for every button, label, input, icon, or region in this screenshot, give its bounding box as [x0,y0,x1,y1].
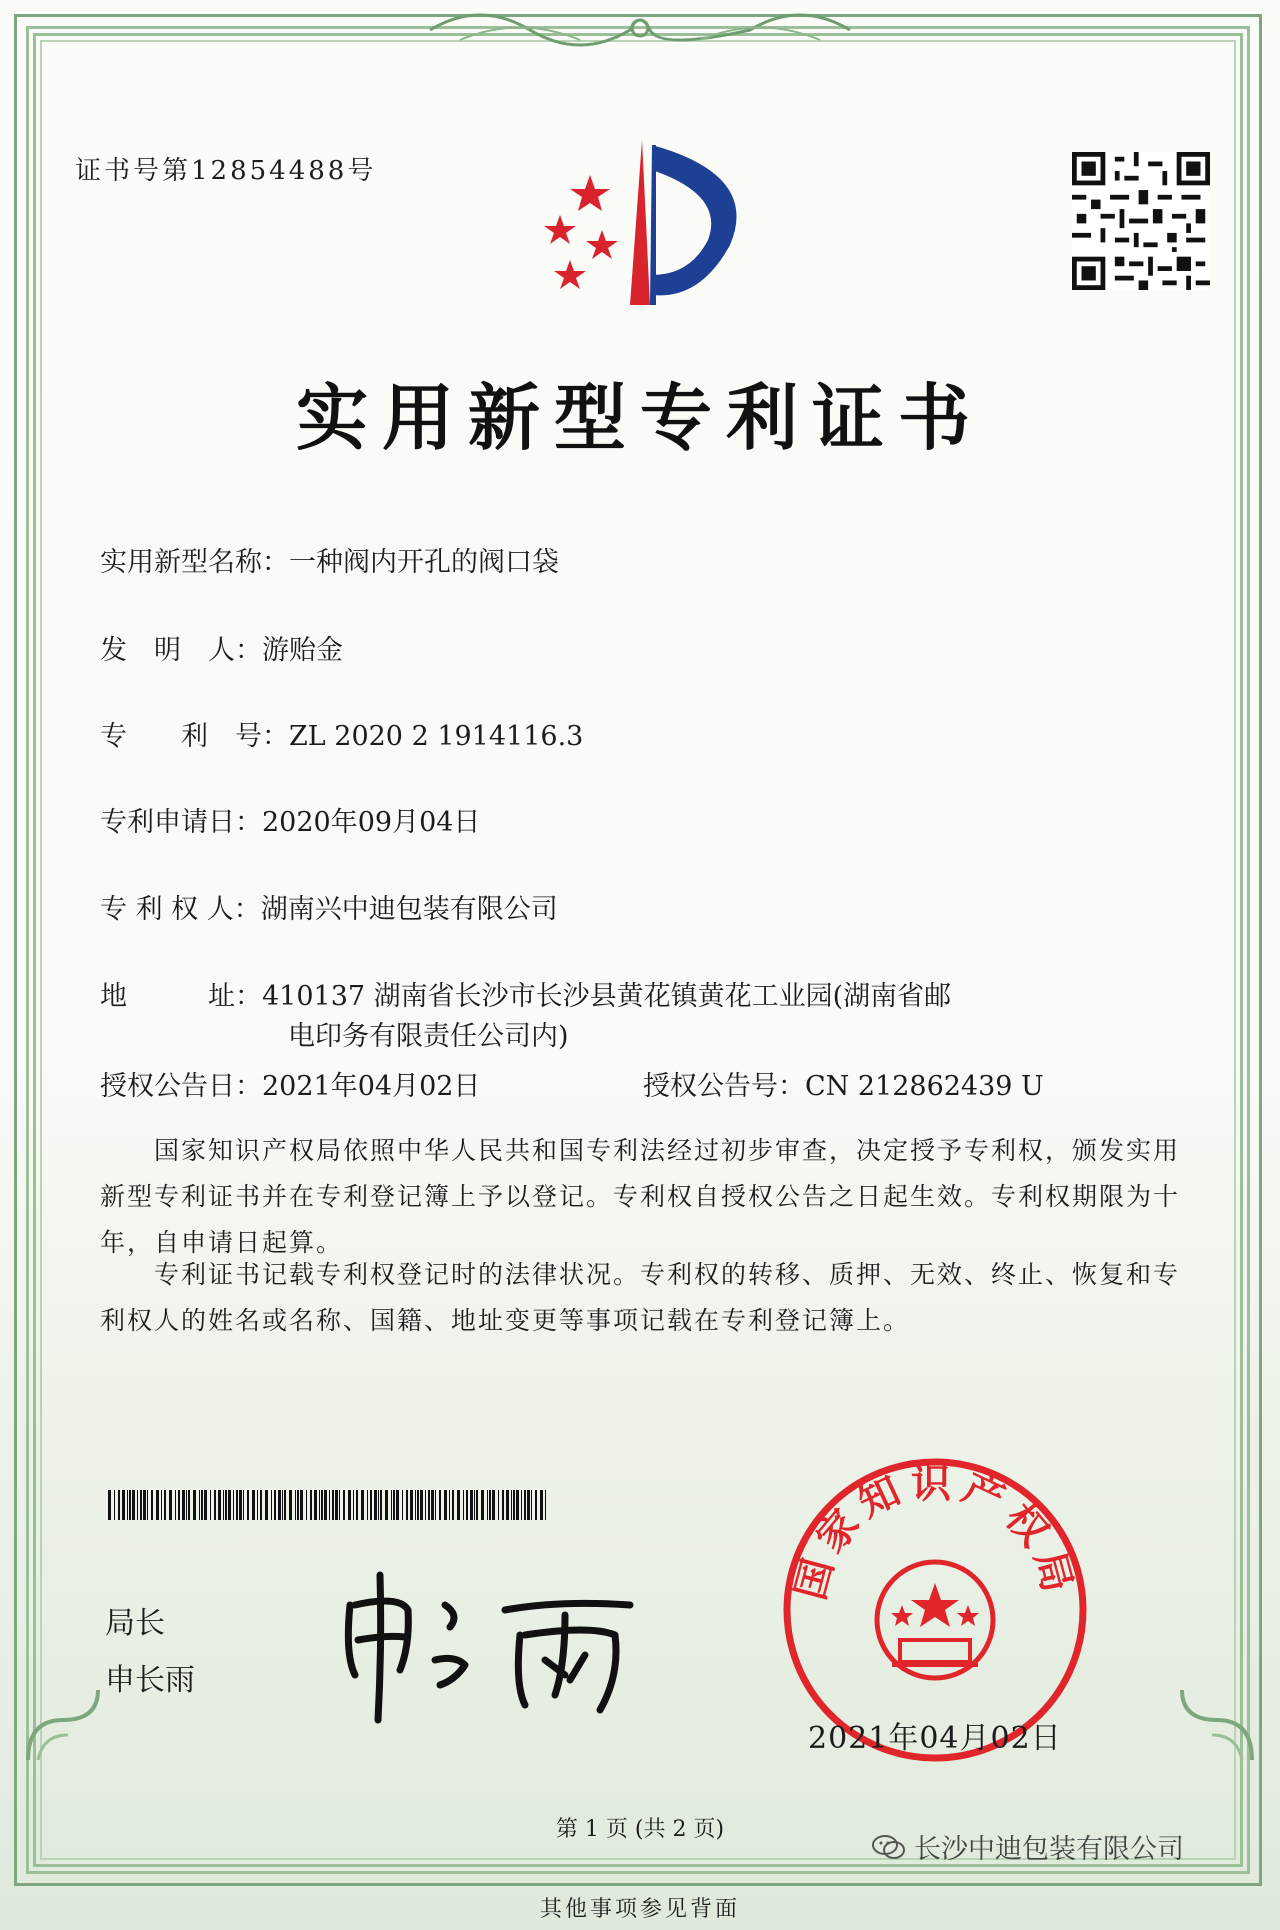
paragraph-grant-statement [100,1128,1180,1174]
field-value: 2020年09月04日 [262,807,481,838]
field-label: 专利申请日： [100,807,262,838]
field-grant-date [100,1064,480,1103]
field-value: 游贻金 [262,635,343,666]
watermark [872,1827,1184,1866]
field-grant-number [643,1064,1044,1103]
paragraph-line: 国家知识产权局依照中华人民共和国专利法经过初步审查，决定授予专利权，颁发实用 [154,1136,1181,1165]
top-ornament-icon [420,0,860,60]
field-label: 发 明 人： [100,635,262,666]
field-value: ZL 2020 2 1914116.3 [289,721,584,752]
field-filing-date [100,800,480,839]
barcode-icon [108,1490,548,1520]
director-name: 申长雨 [105,1663,195,1698]
field-patentee [100,887,558,926]
field-label: 授权公告日： [100,1071,262,1102]
paragraph-line: 利权人的姓名或名称、国籍、地址变更等事项记载在专利登记簿上。 [100,1306,911,1335]
field-value: CN 212862439 U [805,1071,1044,1102]
certificate-title: 实用新型专利证书 [295,375,984,460]
watermark-text: 长沙中迪包装有限公司 [914,1834,1184,1865]
field-label: 实用新型名称： [100,547,289,578]
corner-ornament-icon [1172,1680,1262,1770]
field-value: 410137 湖南省长沙市长沙县黄花镇黄花工业园(湖南省邮 [262,981,952,1012]
page-number: 第 1 页 (共 2 页) [555,1817,725,1842]
paragraph-line: 新型专利证书并在专利登记簿上予以登记。专利权自授权公告之日起生效。专利权期限为十 [100,1182,1181,1211]
field-label: 专 利 权 人： [100,894,261,925]
patent-office-emblem-icon [530,135,760,310]
field-utility-model-name [100,540,559,579]
field-label: 专 利 号： [100,721,289,752]
director-signature-icon [330,1565,660,1725]
qr-code-icon [1072,152,1210,290]
seal-date: 2021年04月02日 [808,1721,1062,1756]
wechat-icon [872,1834,906,1860]
field-value: 电印务有限责任公司内) [288,1021,569,1052]
seal-text: 国家知识产权局 [787,1461,1083,1605]
field-patent-number [100,714,583,753]
field-address-continued [288,1014,569,1053]
field-value: 一种阀内开孔的阀口袋 [289,547,559,578]
field-value: 2021年04月02日 [262,1071,481,1102]
paragraph-line: 年，自申请日起算。 [100,1228,344,1257]
certificate-number: 证书号第12854488号 [75,156,377,186]
paragraph-line: 专利证书记载专利权登记时的法律状况。专利权的转移、质押、无效、终止、恢复和专 [154,1260,1181,1289]
field-value: 湖南兴中迪包装有限公司 [260,894,558,925]
paragraph-legal-status-cont [100,1298,1180,1344]
director-title: 局长 [105,1606,165,1641]
footer-note: 其他事项参见背面 [539,1897,740,1922]
corner-ornament-icon [18,1680,108,1770]
field-label: 地 址： [100,981,262,1012]
field-label: 授权公告号： [643,1071,805,1102]
paragraph-legal-status [100,1252,1180,1298]
field-inventor [100,628,343,667]
field-address [100,974,951,1013]
